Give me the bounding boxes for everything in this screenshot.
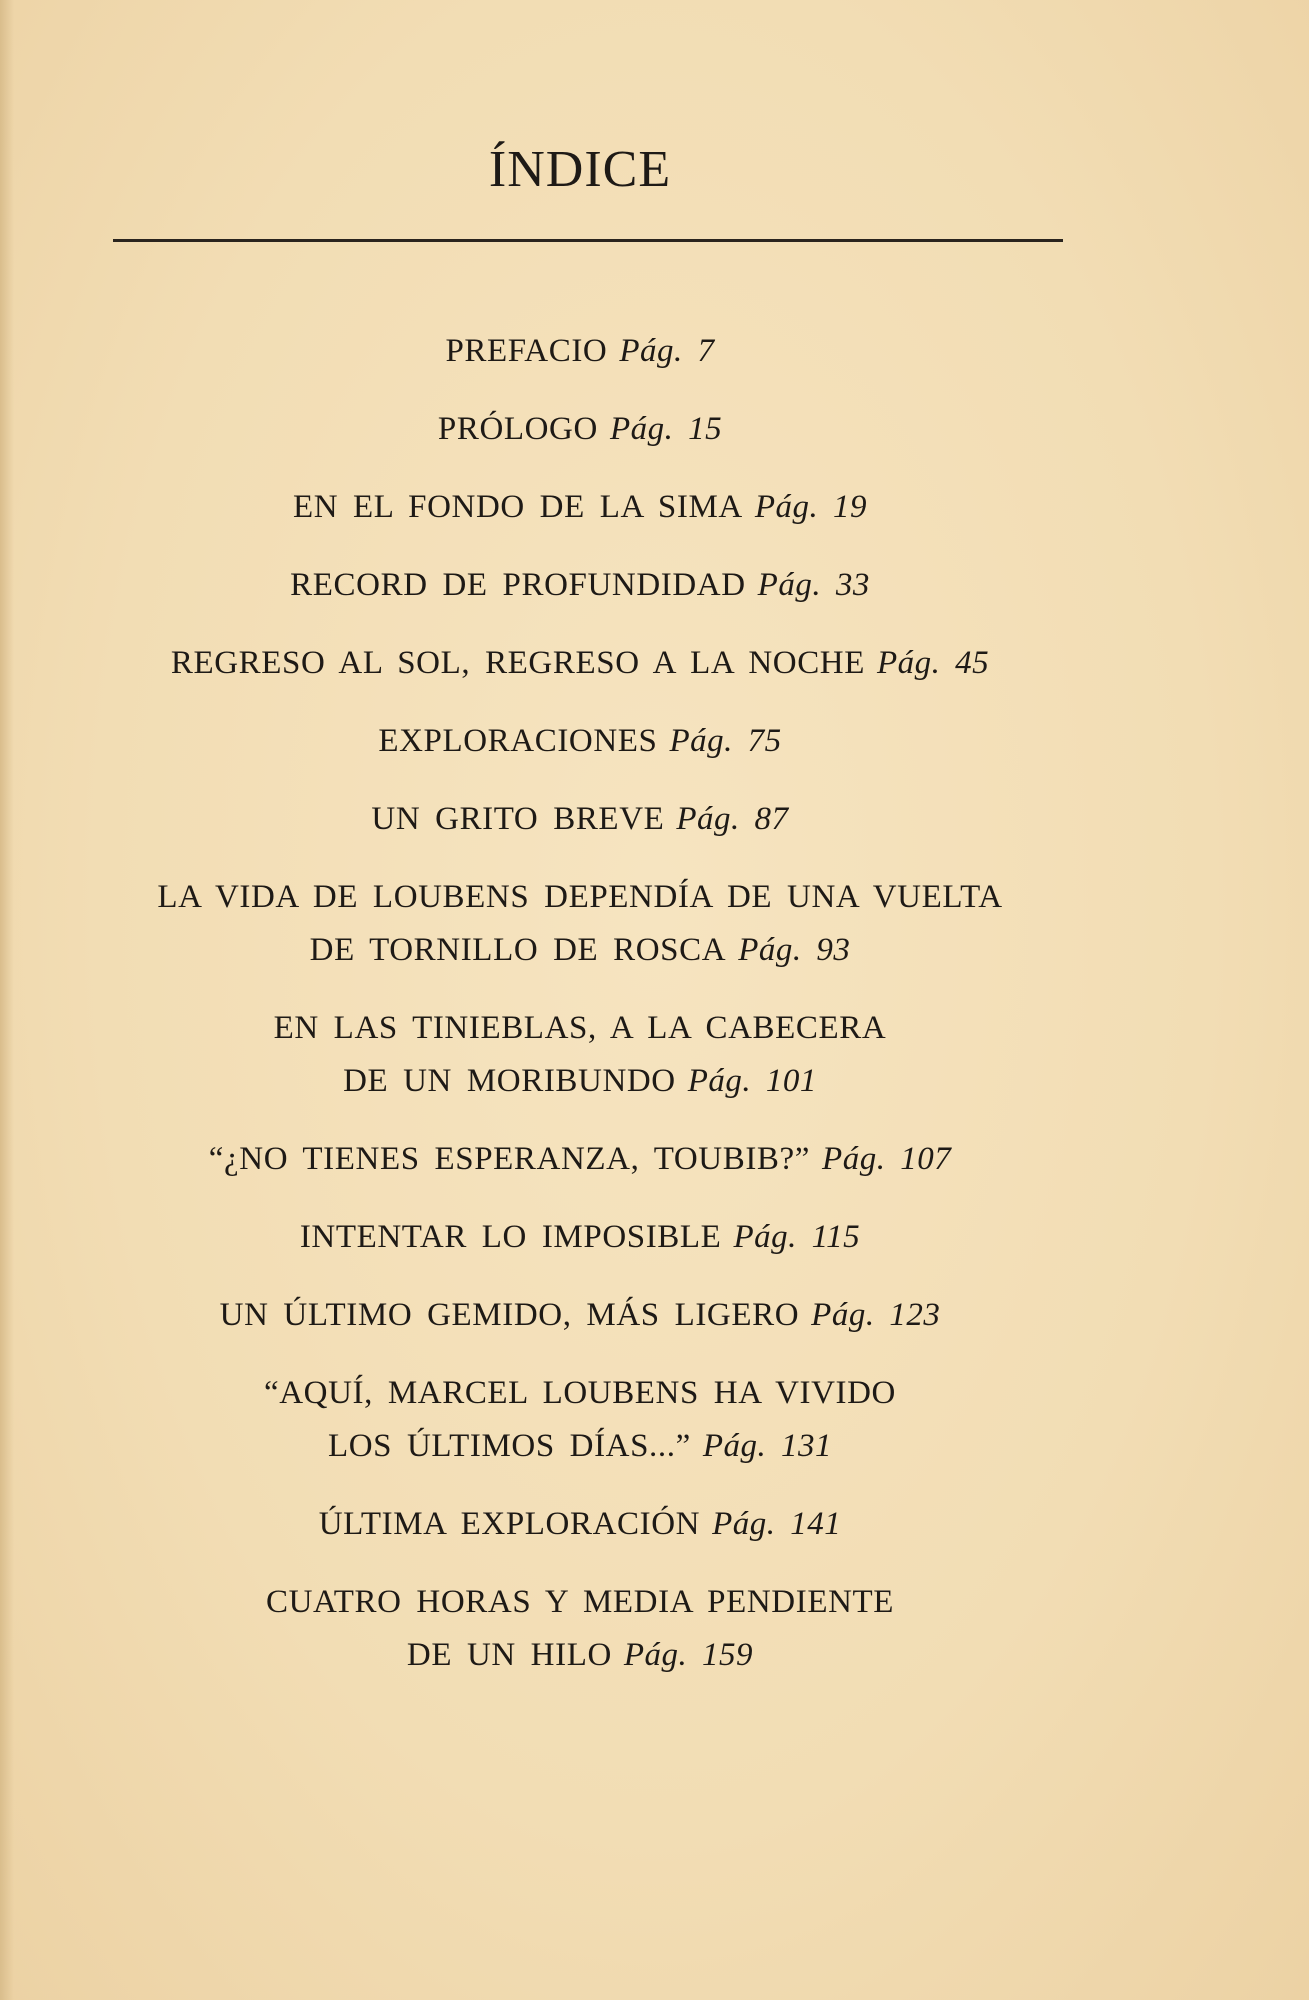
toc-entry-ultima-exploracion xyxy=(100,1498,1060,1551)
toc-entry-title-cont: DE TORNILLO DE ROSCA xyxy=(309,932,727,968)
toc-entry-vida-loubens xyxy=(100,871,1060,977)
toc-entry-title: UN GRITO BREVE xyxy=(371,801,665,837)
toc-entry-page: Pág. 123 xyxy=(811,1297,941,1333)
toc-entry-aqui-marcel xyxy=(100,1367,1060,1473)
toc-entry-title: INTENTAR LO IMPOSIBLE xyxy=(299,1219,722,1255)
toc-entry-prefacio xyxy=(100,325,1060,378)
toc-entry-title: RECORD DE PROFUNDIDAD xyxy=(290,567,746,603)
toc-entry-page: Pág. 131 xyxy=(702,1428,833,1464)
toc-entry-cuatro-horas xyxy=(100,1576,1060,1682)
toc-entry-intentar xyxy=(100,1211,1060,1264)
toc-entry-title: UN ÚLTIMO GEMIDO, MÁS LIGERO xyxy=(219,1297,800,1333)
toc-entry-title: REGRESO AL SOL, REGRESO A LA NOCHE xyxy=(170,645,865,681)
toc-entry-title: CUATRO HORAS Y MEDIA PENDIENTE xyxy=(265,1584,895,1620)
toc-entry-title: PREFACIO xyxy=(445,333,608,369)
toc-entry-title: LA VIDA DE LOUBENS DEPENDÍA DE UNA VUELTA xyxy=(157,879,1003,915)
toc-entry-fondo-sima xyxy=(100,481,1060,534)
toc-entry-gemido xyxy=(100,1289,1060,1342)
toc-entry-toubib xyxy=(100,1133,1060,1186)
toc-entry-prologo xyxy=(100,403,1060,456)
toc-entry-title-cont: LOS ÚLTIMOS DÍAS...” xyxy=(327,1428,691,1464)
toc-entry-regreso xyxy=(100,637,1060,690)
page-edge-shadow xyxy=(0,0,14,2000)
toc-entry-title: EXPLORACIONES xyxy=(378,723,658,759)
toc-entry-title: PRÓLOGO xyxy=(437,411,598,447)
toc-entry-grito xyxy=(100,793,1060,846)
toc-entry-page: Pág. 101 xyxy=(687,1063,817,1099)
toc-entry-page: Pág. 141 xyxy=(712,1506,842,1542)
toc-entry-tinieblas xyxy=(100,1002,1060,1108)
toc-entry-title: ÚLTIMA EXPLORACIÓN xyxy=(318,1506,701,1542)
toc-entry-title-cont: DE UN MORIBUNDO xyxy=(343,1063,676,1099)
toc-entry-title-cont: DE UN HILO xyxy=(406,1637,612,1673)
toc-entry-page: Pág. 7 xyxy=(619,333,715,369)
toc-entry-page: Pág. 19 xyxy=(754,489,868,525)
toc-entry-title: “AQUÍ, MARCEL LOUBENS HA VIVIDO xyxy=(264,1375,896,1411)
toc-entry-page: Pág. 107 xyxy=(822,1141,952,1177)
title-divider xyxy=(113,239,1063,242)
toc-entry-page: Pág. 159 xyxy=(623,1637,754,1673)
toc-entry-page: Pág. 15 xyxy=(609,411,723,447)
toc-entry-title: EN LAS TINIEBLAS, A LA CABECERA xyxy=(273,1010,887,1046)
toc-entry-exploraciones xyxy=(100,715,1060,768)
toc-entry-page: Pág. 75 xyxy=(669,723,782,759)
toc-entry-page: Pág. 45 xyxy=(877,645,990,681)
table-of-contents xyxy=(100,325,1060,1707)
toc-entry-title: EN EL FONDO DE LA SIMA xyxy=(292,489,743,525)
toc-entry-record xyxy=(100,559,1060,612)
toc-entry-page: Pág. 33 xyxy=(757,567,870,603)
page-title: ÍNDICE xyxy=(488,141,672,198)
toc-entry-page: Pág. 87 xyxy=(676,801,789,837)
toc-entry-page: Pág. 115 xyxy=(733,1219,861,1255)
toc-entry-page: Pág. 93 xyxy=(738,932,851,968)
toc-entry-title: “¿NO TIENES ESPERANZA, TOUBIB?” xyxy=(208,1141,811,1177)
